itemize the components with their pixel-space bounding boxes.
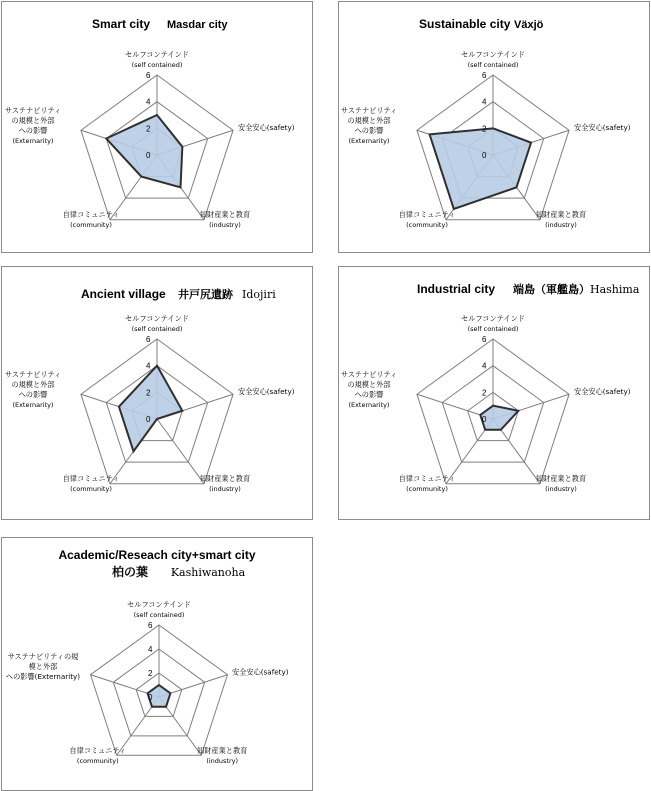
axis-label bbox=[6, 652, 80, 681]
axis-label bbox=[341, 106, 397, 145]
axis-label bbox=[5, 370, 61, 409]
tick-label: 4 bbox=[146, 361, 151, 371]
axis-label-en: (Externarity) bbox=[12, 137, 54, 145]
data-series-polygon bbox=[106, 115, 182, 187]
tick-label: 6 bbox=[482, 335, 487, 344]
axis-label-en: (self contained) bbox=[131, 325, 183, 333]
radar-chart bbox=[339, 2, 649, 252]
axis-label bbox=[574, 123, 631, 132]
axis-label-jp: サステナビリティの規 bbox=[7, 652, 79, 662]
tick-label: 4 bbox=[148, 645, 153, 654]
axis-label-jp: セルフコンテインド bbox=[461, 50, 525, 59]
axis-label-en: (industry) bbox=[206, 756, 239, 765]
axis-label-en: (community) bbox=[70, 221, 112, 229]
tick-label: 6 bbox=[482, 71, 487, 80]
axis-label-en: (community) bbox=[76, 756, 119, 765]
axis-label-jp: 安全安心(safety) bbox=[574, 123, 631, 132]
axis-label-jp: 安全安心(safety) bbox=[238, 387, 295, 396]
axis-label-jp: サステナビリティ bbox=[340, 370, 398, 379]
axis-label-jp: 知財産業と教育 bbox=[535, 474, 587, 483]
axis-label-jp: セルフコンテインド bbox=[461, 314, 525, 323]
axis-label-en: (community) bbox=[406, 485, 448, 493]
radar-chart bbox=[2, 2, 312, 252]
axis-label-jp: 自律コミュニティ bbox=[398, 210, 456, 219]
tick-label: 4 bbox=[482, 361, 487, 371]
radar-chart bbox=[2, 538, 312, 790]
axis-label-jp: の規模と外部 bbox=[347, 380, 391, 389]
chart-title: Academic/Reseach city+smart city bbox=[58, 548, 256, 562]
chart-subtitle: 井戸尻遺跡 bbox=[178, 288, 233, 301]
chart-title: Smart city bbox=[92, 17, 151, 31]
axis-label-jp: サステナビリティ bbox=[340, 106, 398, 115]
radar-chart bbox=[339, 267, 649, 519]
axis-label-jp: への影響 bbox=[18, 126, 48, 135]
axis-spoke bbox=[157, 419, 204, 484]
tick-label: 0 bbox=[148, 693, 153, 702]
axis-label-en: (Externarity) bbox=[348, 401, 390, 409]
tick-label: 2 bbox=[146, 124, 151, 134]
axis-label-en: (self contained) bbox=[131, 61, 183, 69]
axis-label-en: (community) bbox=[70, 485, 112, 493]
chart-subtitle: Växjö bbox=[514, 19, 544, 31]
tick-label: 6 bbox=[146, 71, 151, 80]
chart-subtitle-extra: Idojiri bbox=[242, 288, 276, 301]
axis-label-en: (self contained) bbox=[467, 61, 519, 69]
chart-title: Industrial city bbox=[417, 282, 496, 296]
tick-label: 2 bbox=[148, 669, 153, 678]
axis-label bbox=[461, 314, 525, 333]
tick-label: 4 bbox=[482, 97, 487, 107]
tick-label: 0 bbox=[482, 415, 487, 424]
axis-label-jp: 安全安心(safety) bbox=[574, 387, 631, 396]
axis-label bbox=[232, 668, 289, 677]
axis-label bbox=[200, 474, 250, 493]
axis-label bbox=[574, 387, 631, 396]
chart-panel-ancient-village bbox=[1, 266, 313, 520]
axis-label-jp: 知財産業と教育 bbox=[535, 210, 587, 219]
axis-label-jp: サステナビリティ bbox=[4, 106, 62, 115]
axis-label-jp: 自律コミュニティ bbox=[62, 474, 120, 483]
axis-label-jp: 安全安心(safety) bbox=[238, 123, 295, 132]
axis-label-en: (industry) bbox=[209, 485, 241, 493]
axis-label-en: (community) bbox=[406, 221, 448, 229]
chart-subtitle: 端島（軍艦島） bbox=[513, 283, 590, 296]
chart-subtitle: Masdar city bbox=[167, 19, 228, 31]
axis-label-jp: サステナビリティ bbox=[4, 370, 62, 379]
radar-chart bbox=[2, 267, 312, 519]
axis-label-jp: 知財産業と教育 bbox=[199, 210, 251, 219]
axis-label-jp: セルフコンテインド bbox=[125, 314, 189, 323]
axis-label-jp: の規模と外部 bbox=[11, 116, 55, 125]
axis-label-jp: セルフコンテインド bbox=[127, 600, 191, 609]
tick-label: 0 bbox=[482, 151, 487, 160]
axis-label-jp: セルフコンテインド bbox=[125, 50, 189, 59]
axis-label-jp: 自律コミュニティ bbox=[62, 210, 120, 219]
tick-label: 0 bbox=[146, 415, 151, 424]
axis-label-en: (industry) bbox=[545, 221, 577, 229]
axis-label-jp: の規模と外部 bbox=[347, 116, 391, 125]
axis-label bbox=[125, 50, 189, 69]
axis-label-jp: 自律コミュニティ bbox=[398, 474, 456, 483]
chart-subtitle-extra: Hashima bbox=[590, 283, 640, 296]
tick-label: 2 bbox=[482, 388, 487, 398]
axis-label-en: (Externarity) bbox=[348, 137, 390, 145]
chart-panel-academic-city bbox=[1, 537, 313, 791]
axis-label bbox=[536, 210, 586, 229]
data-series-polygon bbox=[430, 128, 531, 209]
chart-subtitle: 柏の葉 bbox=[111, 565, 149, 579]
axis-label bbox=[536, 474, 586, 493]
axis-label-jp: 模と外部 bbox=[28, 662, 58, 672]
axis-label bbox=[125, 314, 189, 333]
tick-label: 6 bbox=[148, 621, 153, 630]
axis-label bbox=[127, 600, 191, 619]
tick-label: 6 bbox=[146, 335, 151, 344]
chart-title: Ancient village bbox=[81, 287, 166, 301]
axis-label bbox=[341, 370, 397, 409]
axis-label bbox=[200, 210, 250, 229]
axis-label-en: (industry) bbox=[545, 485, 577, 493]
axis-label-en: (industry) bbox=[209, 221, 241, 229]
tick-label: 2 bbox=[482, 124, 487, 134]
tick-label: 0 bbox=[146, 151, 151, 160]
axis-label bbox=[461, 50, 525, 69]
axis-label bbox=[5, 106, 61, 145]
axis-label bbox=[238, 387, 295, 396]
chart-panel-smart-city bbox=[1, 1, 313, 253]
tick-label: 2 bbox=[146, 388, 151, 398]
axis-label-jp: への影響(Externarity) bbox=[5, 672, 81, 682]
axis-label-en: (self contained) bbox=[467, 325, 519, 333]
axis-label-en: (Externarity) bbox=[12, 401, 54, 409]
axis-label-jp: への影響 bbox=[354, 390, 384, 399]
axis-label bbox=[197, 746, 247, 765]
axis-label-jp: 知財産業と教育 bbox=[197, 745, 248, 755]
chart-panel-industrial-city bbox=[338, 266, 650, 520]
axis-label-jp: 自律コミュニティ bbox=[69, 745, 127, 755]
axis-label-jp: への影響 bbox=[18, 390, 48, 399]
tick-label: 4 bbox=[146, 97, 151, 107]
axis-label-en: (self contained) bbox=[133, 611, 185, 619]
axis-label bbox=[238, 123, 295, 132]
axis-label-jp: 安全安心(safety) bbox=[232, 667, 289, 677]
axis-label-jp: の規模と外部 bbox=[11, 380, 55, 389]
chart-subtitle-extra: Kashiwanoha bbox=[170, 566, 246, 579]
chart-panel-sustainable-city bbox=[338, 1, 650, 253]
chart-title: Sustainable city bbox=[419, 17, 511, 31]
axis-label-jp: 知財産業と教育 bbox=[199, 474, 251, 483]
axis-label-jp: への影響 bbox=[354, 126, 384, 135]
